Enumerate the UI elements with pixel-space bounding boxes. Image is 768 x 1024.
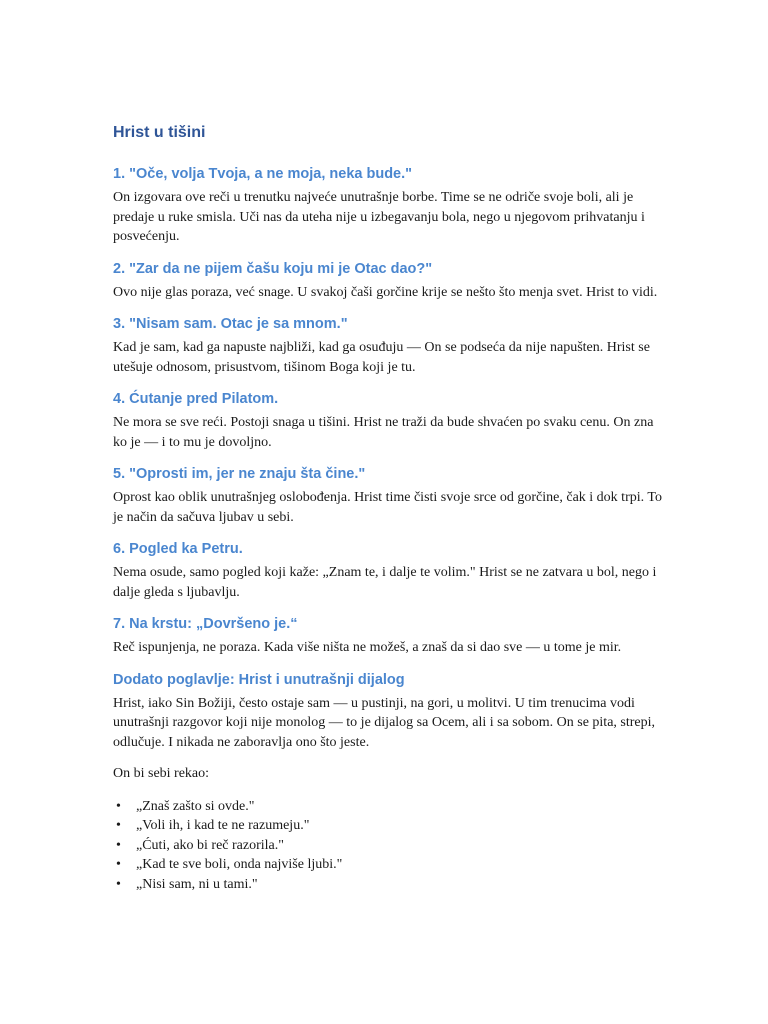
section-paragraph: Kad je sam, kad ga napuste najbliži, kad ga osuđuju — On se podseća da nije napušten. Hrist se utešuje odnosom, prisustvom, tišinom Boga koji je tu. <box>113 340 650 375</box>
section-3 <box>113 313 663 377</box>
list-item <box>113 816 663 836</box>
bullet-icon: • <box>116 798 121 814</box>
bullet-icon: • <box>116 837 121 853</box>
chapter-heading: Dodato poglavlje: Hrist i unutrašnji dijalog <box>113 671 405 688</box>
section-paragraph: Oprost kao oblik unutrašnjeg oslobođenja. Hrist time čisti svoje srce od gorčine, čak i dok trpi. To je način da sačuva ljubav u sebi. <box>113 490 662 525</box>
list-item-text: „Nisi sam, ni u tami." <box>136 876 258 892</box>
chapter-paragraph: Hrist, iako Sin Božiji, često ostaje sam — u pustinji, na gori, u molitvi. U tim trenucima vodi unutrašnji razgovor koji nije monolog — to je dijalog sa Ocem, ali i sa sobom. On se pita, strepi, odlučuje. I nikada ne zaboravlja ono što jeste. <box>113 695 656 750</box>
chapter-intro: On bi sebi rekao: <box>113 766 210 781</box>
section-heading: 1. "Oče, volja Tvoja, a ne moja, neka bude." <box>113 166 413 182</box>
document-title: Hrist u tišini <box>113 124 206 141</box>
document-page <box>113 120 663 905</box>
section-paragraph: Ne mora se sve reći. Postoji snaga u tišini. Hrist ne traži da bude shvaćen po svaku cenu. On zna ko je — i to mu je dovoljno. <box>113 415 654 450</box>
section-heading: 4. Ćutanje pred Pilatom. <box>113 391 279 407</box>
bullet-icon: • <box>116 818 121 833</box>
section-heading: 7. Na krstu: „Dovršeno je.“ <box>113 616 298 632</box>
list-item-text: „Ćuti, ako bi reč razorila." <box>136 837 284 853</box>
section-heading: 2. "Zar da ne pijem čašu koju mi je Otac dao?" <box>113 260 433 277</box>
list-item-text: „Voli ih, i kad te ne razumeju." <box>136 818 310 833</box>
chapter-section <box>113 669 663 895</box>
section-paragraph: Ovo nije glas poraza, već snage. U svakoj čaši gorčine krije se nešto što menja svet. Hrist to vidi. <box>113 284 658 300</box>
section-5 <box>113 463 663 527</box>
section-4 <box>113 388 663 452</box>
list-item <box>113 855 663 875</box>
section-paragraph: On izgovara ove reči u trenutku najveće unutrašnje borbe. Time se ne odriče svoje boli, ali je predaje u ruke smisla. Uči nas da uteha nije u izbegavanju bola, nego u njegovom prihvatanju i posvećenju. <box>113 190 645 244</box>
list-item <box>113 797 663 817</box>
list-item <box>113 875 663 895</box>
bullet-icon: • <box>116 857 121 872</box>
section-paragraph: Reč ispunjenja, ne poraza. Kada više ništa ne možeš, a znaš da si dao sve — u tome je mir. <box>113 640 622 655</box>
section-heading: 3. "Nisam sam. Otac je sa mnom." <box>113 316 348 332</box>
section-1 <box>113 163 663 247</box>
section-6 <box>113 538 663 602</box>
list-item-text: „Kad te sve boli, onda najviše ljubi." <box>136 857 343 872</box>
list-item <box>113 836 663 856</box>
section-2 <box>113 258 663 303</box>
section-7 <box>113 613 663 658</box>
bullet-icon: • <box>116 876 121 892</box>
list-item-text: „Znaš zašto si ovde." <box>136 798 255 814</box>
section-heading: 6. Pogled ka Petru. <box>113 541 243 557</box>
bullet-list <box>113 797 663 895</box>
section-paragraph: Nema osude, samo pogled koji kaže: „Znam te, i dalje te volim." Hrist se ne zatvara u bol, nego i dalje gleda s ljubavlju. <box>113 565 657 600</box>
section-heading: 5. "Oprosti im, jer ne znaju šta čine." <box>113 466 366 482</box>
